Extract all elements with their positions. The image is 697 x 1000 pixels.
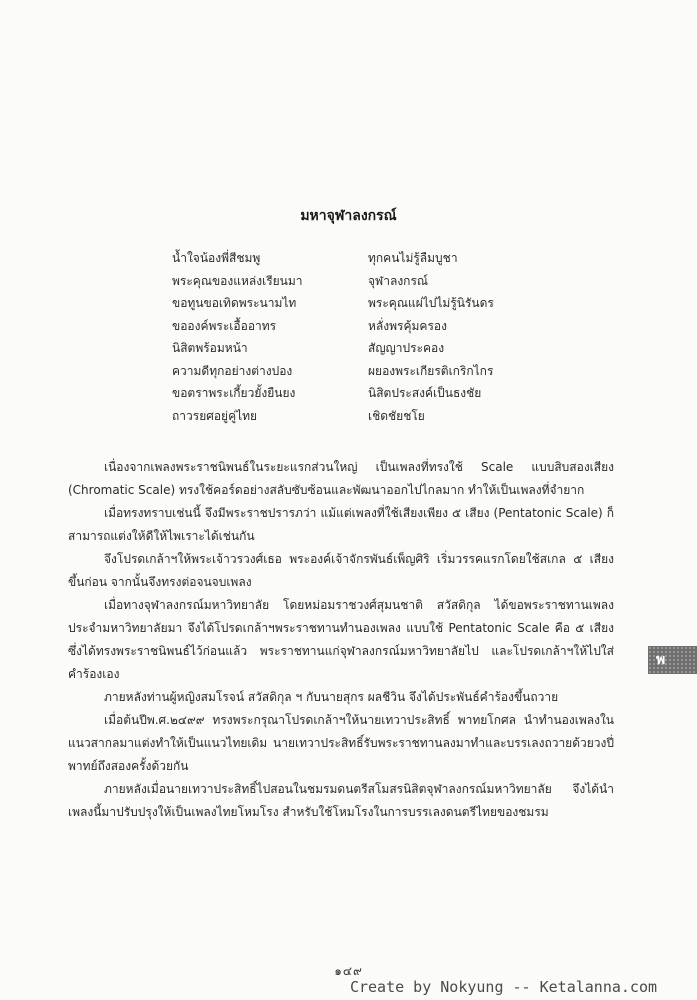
poem-line: เชิดชัยชโย [368, 408, 425, 423]
poem-line: ขอทูนขอเทิดพระนามไท [172, 296, 297, 310]
page-number: ๑๔๙ [334, 964, 363, 978]
poem-line: หลั่งพรคุ้มครอง [368, 318, 447, 333]
paragraph: เนื่องจากเพลงพระราชนิพนธ์ในระยะแรกส่วนใหญ่ เป็นเพลงที่ทรงใช้ Scale แบบสิบสองเสียง (Chromatic Scale) ทรงใช้คอร์ดอย่างสลับซับซ้อนและพัฒนาออกไปไกลมาก ทำให้เป็นเพลงที่จำยาก [68, 460, 614, 497]
poem-line: ขอองค์พระเอื้ออาทร [172, 318, 277, 333]
paragraph: จึงโปรดเกล้าฯให้พระเจ้าวรวงศ์เธอ พระองค์เจ้าจักรพันธ์เพ็ญศิริ เริ่มวรรคแรกโดยใช้สเกล ๕ เสียงขึ้นก่อน จากนั้นจึงทรงต่อจนจบเพลง [68, 552, 614, 589]
paragraph: ภายหลังท่านผู้หญิงสมโรจน์ สวัสดิกุล ฯ กับนายสุกร ผลชีวิน จึงได้ประพันธ์คำร้องขึ้นถวาย [104, 690, 559, 704]
page-title: มหาจุฬาลงกรณ์ [300, 208, 397, 224]
poem-line: สัญญาประคอง [368, 341, 445, 355]
poem-left-column [172, 247, 303, 427]
body-text [68, 456, 614, 824]
poem-line: น้ำใจน้องพี่สีชมพู [172, 251, 261, 265]
section-tab: พ [648, 646, 697, 674]
watermark: Create by Nokyung -- Ketalanna.com [349, 978, 657, 996]
paragraph: ภายหลังเมื่อนายเทวาประสิทธิ์ไปสอนในชมรมดนตรีสโมสรนิสิตจุฬาลงกรณ์มหาวิทยาลัย จึงได้นำเพลงนี้มาปรับปรุงให้เป็นเพลงไทยโหมโรง สำหรับใช้โหมโรงในการบรรเลงดนตรีไทยของชมรม [68, 782, 614, 819]
poem-line: นิสิตประสงค์เป็นธงชัย [368, 386, 482, 400]
poem-line: ถาวรยศอยู่คู่ไทย [172, 408, 258, 423]
poem-line: พระคุณของแหล่งเรียนมา [172, 273, 303, 288]
poem-line: จุฬาลงกรณ์ [368, 273, 429, 288]
poem-line: ความดีทุกอย่างต่างปอง [172, 363, 293, 378]
poem-line: ขอตราพระเกี้ยวยั้งยืนยง [172, 386, 296, 400]
paragraph: เมื่อต้นปีพ.ศ.๒๔๙๙ ทรงพระกรุณาโปรดเกล้าฯให้นายเทวาประสิทธิ์ พาทยโกศล นำทำนองเพลงในแนวสากลมาแต่งทำให้เป็นแนวไทยเดิม นายเทวาประสิทธิ์รับพระราชทานลงมาทำและบรรเลงถวายด้วยวงปี่พาทย์ถึงสองครั้งด้วยกัน [68, 713, 614, 773]
poem-line: ทุกคนไม่รู้ลืมบูชา [368, 251, 458, 265]
poem-line: นิสิตพร้อมหน้า [172, 341, 248, 355]
paragraph: เมื่อทรงทราบเช่นนี้ จึงมีพระราชปรารภว่า แม้แต่เพลงที่ใช้เสียงเพียง ๕ เสียง (Pentatonic Scale) ก็สามารถแต่งให้ดีให้ไพเราะได้เช่นกัน [68, 506, 614, 543]
paragraph: เมื่อทางจุฬาลงกรณ์มหาวิทยาลัย โดยหม่อมราชวงศ์สุมนชาติ สวัสดิกุล ได้ขอพระราชทานเพลงประจำมหาวิทยาลัยมา จึงได้โปรดเกล้าฯพระราชทานทำนองเพลง แบบใช้ Pentatonic Scale คือ ๕ เสียง ซึ่งได้ทรงพระราชนิพนธ์ไว้ก่อนแล้ว พระราชทานแก่จุฬาลงกรณ์มหาวิทยาลัยไป และโปรดเกล้าฯให้ไปใส่คำร้องเอง [68, 598, 614, 681]
poem-line: พระคุณแผ่ไปไม่รู้นิรันดร [368, 296, 494, 310]
poem-line: ผยองพระเกียรติเกริกไกร [368, 363, 494, 378]
poem-right-column [368, 247, 494, 427]
